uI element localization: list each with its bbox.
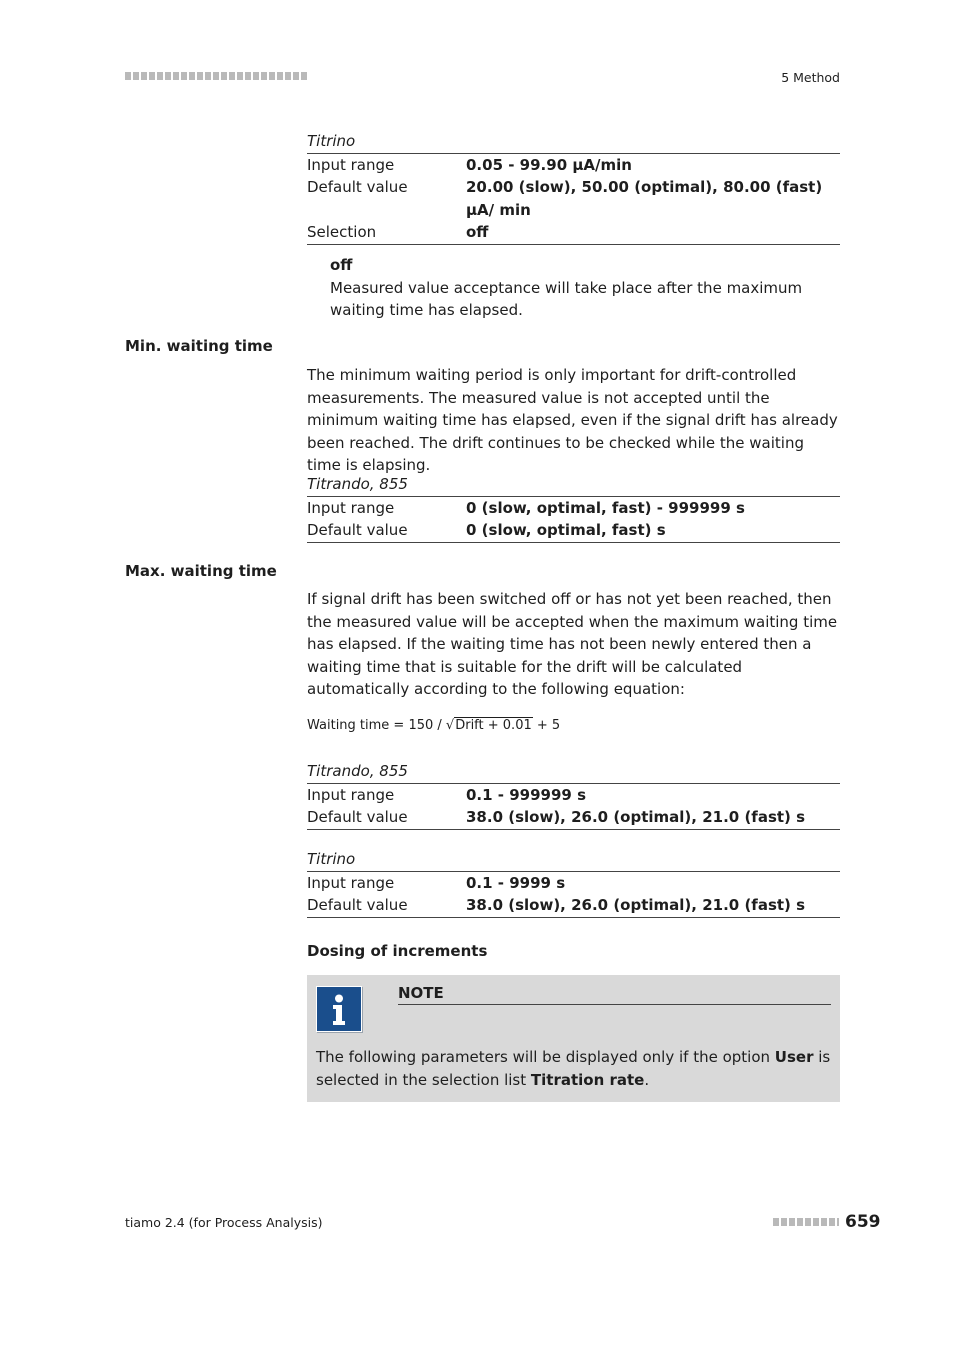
row-value: 0.1 - 9999 s [466, 873, 566, 892]
header-dot-rule [125, 72, 307, 80]
product-name: tiamo 2.4 (for Process Analysis) [125, 1215, 323, 1230]
option-user-label: User [774, 1048, 814, 1066]
table-row [307, 784, 840, 807]
row-key: Selection [307, 223, 377, 241]
row-key: Input range [307, 155, 395, 174]
row-value: 20.00 (slow), 50.00 (optimal), 80.00 (fast) µA/ min [466, 178, 823, 219]
note-text-part: . [644, 1070, 650, 1089]
table-caption: Titrando, 855 [307, 473, 840, 497]
row-key: Default value [307, 896, 408, 914]
max-waiting-time-paragraph: If signal drift has been switched off or has not yet been reached, then the measured value will be accepted when the maximum waiting time has elapsed. If the waiting time has not been newly entered then a waiting time that is suitable for the drift will be calculated automatically according to the following equation: [307, 590, 838, 698]
table-row [307, 221, 840, 245]
row-value: 0.05 - 99.90 µA/min [466, 155, 632, 174]
row-value: 38.0 (slow), 26.0 (optimal), 21.0 (fast) s [466, 896, 806, 914]
table-row [307, 497, 840, 520]
info-icon [316, 986, 362, 1032]
row-value: off [466, 223, 489, 241]
option-off [330, 254, 840, 322]
table-row [307, 519, 840, 543]
max-waiting-time-heading: Max. waiting time [125, 562, 277, 580]
row-key: Input range [307, 785, 395, 804]
radical-sign: √ [445, 718, 455, 733]
equation-lhs: Waiting time = 150 / [307, 718, 446, 733]
table-row [307, 176, 840, 221]
option-description: Measured value acceptance will take place after the maximum waiting time has elapsed. [330, 278, 803, 319]
row-key: Default value [307, 808, 408, 826]
table-caption: Titrando, 855 [307, 760, 840, 784]
table-row [307, 806, 840, 830]
option-term: off [330, 256, 353, 274]
waiting-time-equation [307, 715, 560, 737]
chapter-title: 5 Method [781, 70, 840, 85]
row-value: 0 (slow, optimal, fast) s [466, 521, 666, 539]
footer-dot-rule [773, 1218, 839, 1226]
row-value: 38.0 (slow), 26.0 (optimal), 21.0 (fast) s [466, 808, 806, 826]
row-key: Default value [307, 178, 408, 196]
row-value: 0.1 - 999999 s [466, 785, 587, 804]
table-caption: Titrino [307, 848, 840, 872]
max-waiting-titrando-table [307, 760, 840, 830]
table-caption: Titrino [307, 130, 840, 154]
row-key: Input range [307, 498, 395, 517]
note-box [307, 975, 840, 1102]
min-waiting-time-heading: Min. waiting time [125, 337, 273, 355]
note-text-part: is selected in the selection list [316, 1048, 831, 1089]
table-row [307, 154, 840, 177]
equation-tail: + 5 [532, 718, 561, 733]
table-row [307, 872, 840, 895]
titration-rate-label: Titration rate [530, 1070, 645, 1089]
note-text [316, 1046, 831, 1091]
min-waiting-time-paragraph: The minimum waiting period is only important for drift-controlled measurements. The measured value is not accepted until the minimum waiting time has elapsed, even if the signal drift has already been reached. The drift continues to be checked while the waiting time is elapsing. [307, 366, 838, 474]
note-title: NOTE [398, 982, 831, 1005]
max-waiting-titrino-table [307, 848, 840, 918]
min-waiting-titrando-table [307, 473, 840, 543]
table-row [307, 894, 840, 918]
drift-titrino-table [307, 130, 840, 245]
note-text-part: The following parameters will be displayed only if the option [316, 1048, 775, 1066]
row-key: Default value [307, 521, 408, 539]
row-value: 0 (slow, optimal, fast) - 999999 s [466, 498, 745, 517]
row-key: Input range [307, 873, 395, 892]
page-number: 659 [845, 1212, 881, 1232]
dosing-of-increments-heading: Dosing of increments [307, 942, 488, 960]
equation-radicand: Drift + 0.01 [455, 718, 532, 733]
